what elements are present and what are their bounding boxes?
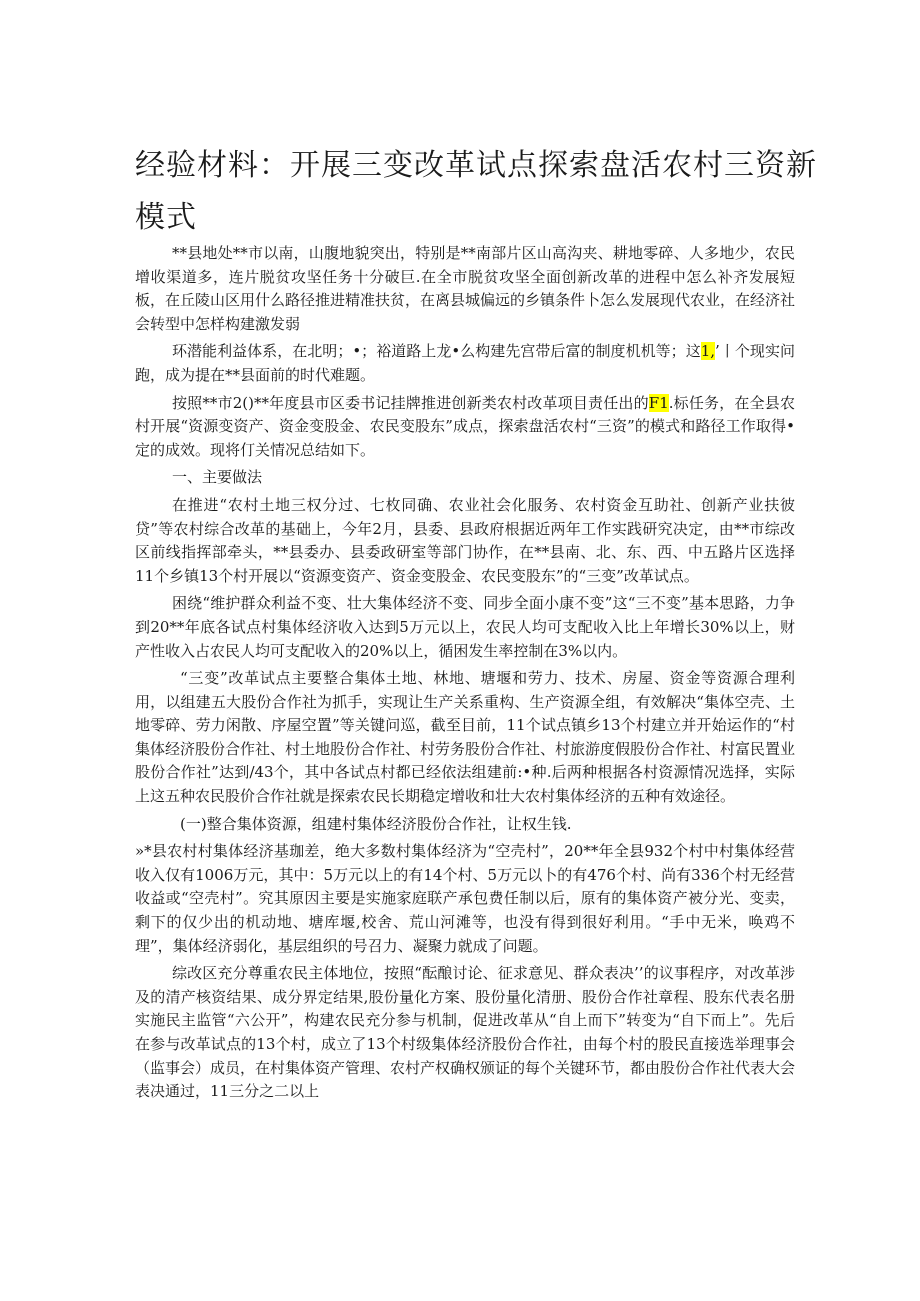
page-title xyxy=(135,140,817,244)
title-line-2: 模式 xyxy=(135,200,197,235)
paragraph-text: 个现实问跑，成为提在**县面前的时代难题。 xyxy=(135,342,795,384)
paragraph-text: .标任务，在全县农村开展“资源变资产、资金变股金、农民变股东”成点，探索盘活农村“三资”的模式和路径工作取得•定的成效。现将仃关情况总结如下。 xyxy=(135,393,795,459)
title-line-1: 经验材料：开展三变改革试点探索盘活农村三资新 xyxy=(135,148,817,183)
section-heading-main-practices: 一、主要做法 xyxy=(172,468,263,487)
paragraph-intro: **县地处**市以南，山腹地貌突出，特别是**南部片区山高沟夹、耕地零碎、人多地少，农民增收渠道多，连片脱贫攻坚任务十分破巨.在全市脱贫攻坚全面创新改革的进程中怎么补齐发展短板，在丘陵山区用什么路径推进精准扶贫，在离县城偏远的乡镇条件卜怎么发展现代农业，在经济社会转型中怎样构建激发弱 xyxy=(135,244,796,333)
subsection-heading-collective-resources: (一)整合集体资源，组建村集体经济股份合作社，让权生钱. xyxy=(180,814,572,833)
paragraph-background xyxy=(135,392,795,463)
paragraph-democratic-process: 综改区充分尊重农民主体地位，按照“酝酿讨论、征求意见、群众表决’’的议事程序，对改革涉及的清产核资结果、成分界定结果,股份量化方案、股份量化清册、股份合作社章程、股东代表名册实施民主监管“六公开”，构建农民充分参与机制，促进改革从“自上而下”转变为“自下而上”。先后在参与改革试点的13个村，成立了13个村级集体经济股份合作社，由每个村的股民直接选举理事会（监事会）成员，在村集体资产管理、农村产权确权颁证的每个关键环节，都由股份合作社代表大会表决通过，11三分之二以上 xyxy=(135,964,796,1101)
paragraph-intro-continued xyxy=(135,340,795,387)
document-body xyxy=(135,242,795,1108)
paragraph-text: 环潜能利益体系，在北明；•；裕道路上龙•么构建先宫带后富的制度机机等；这 xyxy=(172,342,701,361)
paragraph-text: ’丨 xyxy=(715,342,735,361)
paragraph-goals: 困绕“维护群众利益不变、壮大集体经济不变、同步全面小康不变”这“三不变”基本思路，力争到20**年底各试点村集体经济收入达到5万元以上，农民人均可支配收入比上年增长30%以上，财产性收入占农民人均可支配收入的20%以上，循困发生率控制在3%以内。 xyxy=(135,594,795,660)
highlighted-text: 1, xyxy=(700,342,716,361)
paragraph-text: 按照**市2()**年度县市区委书记挂牌推进创新类农村改革项目责任出的 xyxy=(172,393,649,412)
paragraph-cooperatives: “三变”改革试点主要整合集体土地、林地、塘堰和劳力、技术、房屋、资金等资源合理利用，以组建五大股份合作社为抓手，实现让生产关系重构、生产资源全组，有效解决“集体空壳、土地零碎、劳力闲散、序屋空置”等关键问巡，截至目前，11个试点镇乡13个村建立并开始运作的“村集体经济股份合作社、村土地股份合作社、村劳务股份合作社、村旅游度假股份合作社、村富民置业股份合作社”达到/43个，其中各试点村都已经依法组建前:•种.后两种根据各村资源情况选择，实际上这五种农民股价合作社就是探索农民长期稳定增收和壮大农村集体经济的五种有效途径。 xyxy=(135,669,796,806)
highlighted-text: F1 xyxy=(648,393,669,412)
paragraph-collective-economy: »*县农村村集体经济基珈差，绝大多数村集体经济为“空壳村”，20**年全县932个村中村集体经营收入仅有1006万元，其中：5万元以上的有14个村、5万元以卜的有476个村、尚有336个村无经营收益或“空壳村”。究其原因主要是实施家庭联产承包费任制以后，原有的集体资产被分光、变卖，剩下的仅少出的机动地、塘库堰,校舍、荒山河滩等，也没有得到很好利用。“手中无米，唤鸡不理”，集体经济弱化，基层组织的号召力、凝聚力就成了问题。 xyxy=(135,842,795,955)
paragraph-reform-basis: 在推进“农村土地三权分过、七枚同确、农业社会化服务、农村资金互助社、创新产业扶彼贷”等农村综合改革的基础上，今年2月，县委、县政府根据近两年工作实践研究决定，由**市综改区前线指挥部牵头，**县委办、县委政研室等部门协作，在**县南、北、东、西、中五路片区选择11个乡镇13个村开展以“资源变资产、资金变股金、农民变股东”的“三变”改革试点。 xyxy=(135,495,795,585)
